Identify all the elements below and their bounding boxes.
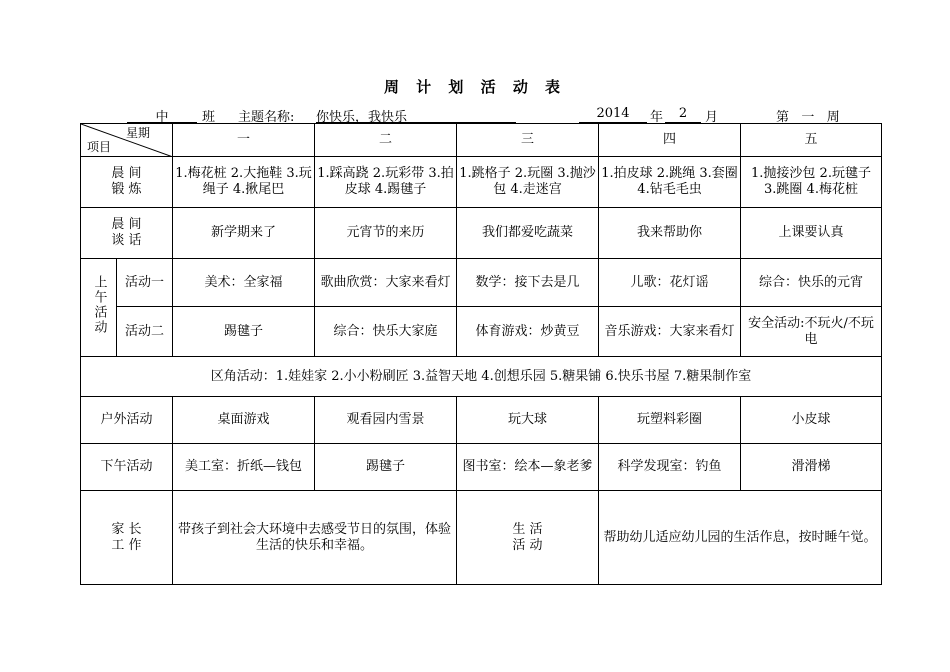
- row-label: 家 长 工 作: [81, 491, 173, 585]
- month-label: 月: [705, 110, 719, 125]
- table-cell: 元宵节的来历: [315, 208, 457, 259]
- table-cell: 踢毽子: [173, 307, 315, 357]
- am-group-label: [81, 259, 117, 357]
- table-cell: 小皮球: [741, 397, 882, 444]
- table-cell: 桌面游戏: [173, 397, 315, 444]
- corner-top-label: 星期: [125, 126, 150, 140]
- table-cell: 安全活动:不玩火/不玩电: [741, 307, 882, 357]
- outdoor-row: [81, 397, 882, 444]
- table-cell: 我们都爱吃蔬菜: [457, 208, 599, 259]
- day-header-row: [81, 124, 882, 157]
- table-cell: 歌曲欣赏：大家来看灯: [315, 259, 457, 307]
- am-group-text: 上午活动: [91, 275, 107, 335]
- table-cell: 滑滑梯: [741, 444, 882, 491]
- table-cell: 玩塑料彩圈: [599, 397, 741, 444]
- table-cell: 踢毽子: [315, 444, 457, 491]
- table-cell: 美工室：折纸—钱包: [173, 444, 315, 491]
- row-label: 活动一: [117, 259, 173, 307]
- day-header: 二: [315, 124, 457, 157]
- class-name: 中: [127, 106, 197, 123]
- activity-two-row: [81, 307, 882, 357]
- month-field: [665, 106, 701, 123]
- activity-one-row: [81, 259, 882, 307]
- day-header: 五: [741, 124, 882, 157]
- morning-talk-row: [81, 208, 882, 259]
- table-cell: 1.跳格子 2.玩圈 3.抛沙包 4.走迷宫: [457, 157, 599, 208]
- table-cell: 1.抛接沙包 2.玩毽子 3.跳圈 4.梅花桩: [741, 157, 882, 208]
- day-header: 一: [173, 124, 315, 157]
- table-cell: 儿歌：花灯谣: [599, 259, 741, 307]
- table-cell: 1.梅花桩 2.大拖鞋 3.玩绳子 4.揪尾巴: [173, 157, 315, 208]
- row-label: 下午活动: [81, 444, 173, 491]
- page-title: 周 计 划 活 动 表: [383, 78, 567, 96]
- week-label: 第 一 周: [776, 110, 840, 125]
- corner-bottom-label: 项目: [87, 140, 112, 154]
- table-cell: 音乐游戏：大家来看灯: [599, 307, 741, 357]
- day-header: 四: [599, 124, 741, 157]
- row-label: 晨 间 锻 炼: [81, 157, 173, 208]
- morning-exercise-row: [81, 157, 882, 208]
- corner-activities-row: [81, 357, 882, 397]
- table-cell: 1.踩高跷 2.玩彩带 3.拍皮球 4.踢毽子: [315, 157, 457, 208]
- month-value: 2: [665, 106, 701, 123]
- table-cell: 数学：接下去是几: [457, 259, 599, 307]
- row-label: 晨 间 谈 话: [81, 208, 173, 259]
- class-suffix: 班: [202, 110, 216, 125]
- table-cell: 科学发现室：钓鱼: [599, 444, 741, 491]
- table-cell: 1.拍皮球 2.跳绳 3.套圈 4.钻毛毛虫: [599, 157, 741, 208]
- year-field: [579, 106, 647, 123]
- row-label: 活动二: [117, 307, 173, 357]
- afternoon-row: [81, 444, 882, 491]
- plan-header-line: [0, 106, 950, 124]
- table-cell: 综合：快乐大家庭: [315, 307, 457, 357]
- life-activity: 帮助幼儿适应幼儿园的生活作息，按时睡午觉。: [599, 491, 882, 585]
- weekly-plan-table: [80, 123, 882, 585]
- table-cell: 美术：全家福: [173, 259, 315, 307]
- table-cell: 上课要认真: [741, 208, 882, 259]
- table-cell: 我来帮助你: [599, 208, 741, 259]
- parents-row: [81, 491, 882, 585]
- year-value: 2014: [579, 106, 647, 123]
- table-cell: 玩大球: [457, 397, 599, 444]
- table-cell: 综合：快乐的元宵: [741, 259, 882, 307]
- row-label: 户外活动: [81, 397, 173, 444]
- table-cell: 新学期来了: [173, 208, 315, 259]
- life-activity-label: 生 活 活 动: [457, 491, 599, 585]
- table-cell: 观看园内雪景: [315, 397, 457, 444]
- year-label: 年: [650, 110, 664, 125]
- parents-work: 带孩子到社会大环境中去感受节日的氛围，体验生活的快乐和幸福。: [173, 491, 457, 585]
- corner-cell: [81, 124, 173, 157]
- theme-label: 主题名称:: [238, 110, 295, 125]
- corner-activities: 区角活动：1.娃娃家 2.小小粉刷匠 3.益智天地 4.创想乐园 5.糖果铺 6.快乐书屋 7.糖果制作室: [81, 357, 882, 397]
- theme-value: 你快乐，我快乐: [316, 106, 516, 123]
- table-cell: 图书室：绘本—象老爹: [457, 444, 599, 491]
- day-header: 三: [457, 124, 599, 157]
- table-cell: 体育游戏：炒黄豆: [457, 307, 599, 357]
